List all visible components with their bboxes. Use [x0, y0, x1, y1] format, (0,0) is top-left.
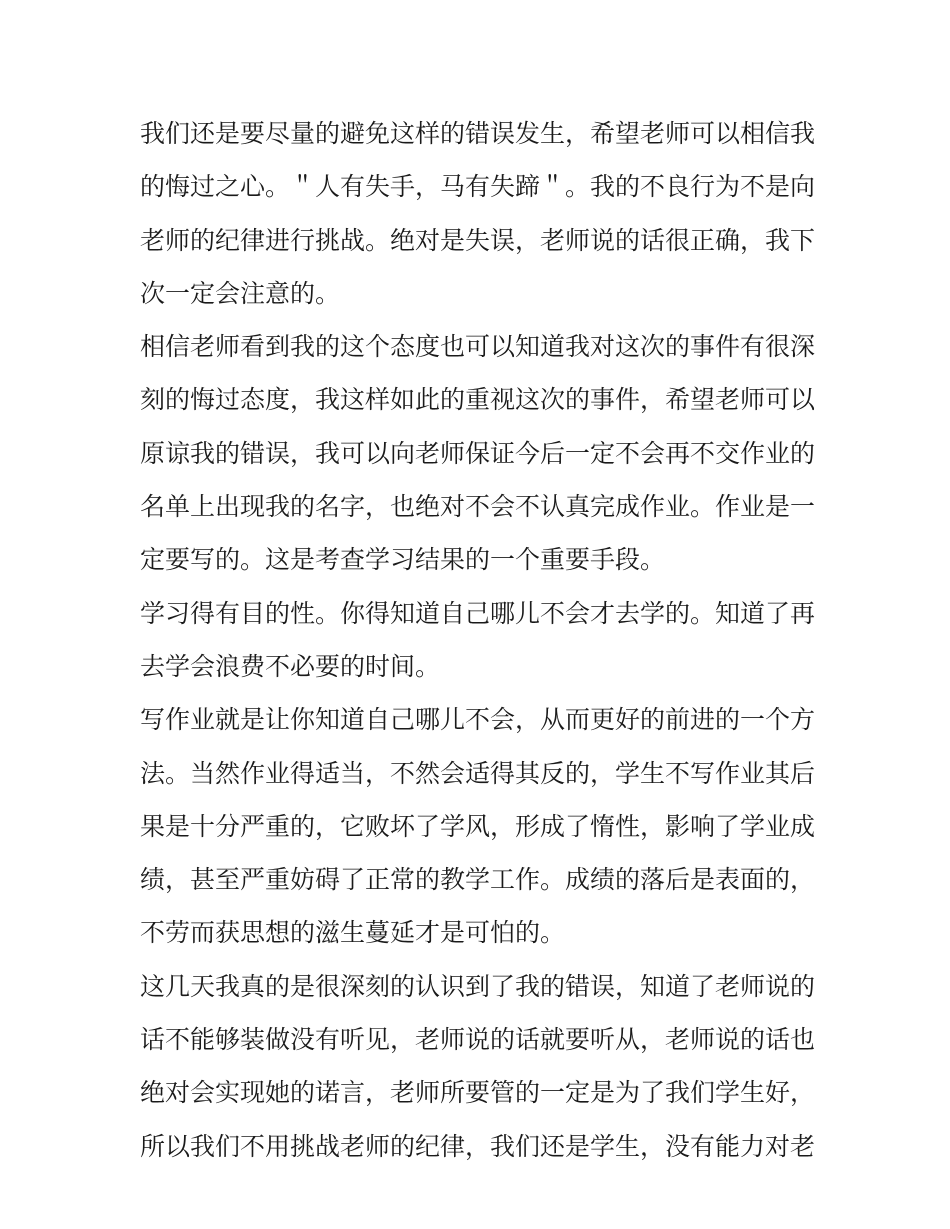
text-line: 我们还是要尽量的避免这样的错误发生，希望老师可以相信我 — [140, 119, 816, 148]
text-line: 名单上出现我的名字，也绝对不会不认真完成作业。作业是一 — [140, 492, 816, 522]
text-line: 学习得有目的性。你得知道自己哪儿不会才去学的。知道了再 — [140, 598, 816, 628]
text-line: 话不能够装做没有听见，老师说的话就要听从，老师说的话也 — [140, 1025, 816, 1055]
text-line: 定要写的。这是考查学习结果的一个重要手段。 — [140, 545, 666, 575]
text-line: 老师的纪律进行挑战。绝对是失误，老师说的话很正确，我下 — [140, 225, 816, 255]
text-line: 去学会浪费不必要的时间。 — [140, 651, 441, 681]
text-line: 写作业就是让你知道自己哪儿不会，从而更好的前进的一个方 — [140, 705, 816, 735]
document-body — [140, 107, 816, 1173]
text-line: 绝对会实现她的诺言，老师所要管的一定是为了我们学生好， — [140, 1078, 816, 1108]
text-line: 法。当然作业得适当，不然会适得其反的，学生不写作业其后 — [140, 758, 816, 788]
text-line: 不劳而获思想的滋生蔓延才是可怕的。 — [140, 918, 566, 948]
text-line: 这几天我真的是很深刻的认识到了我的错误，知道了老师说的 — [140, 971, 816, 1001]
text-line: 原谅我的错误，我可以向老师保证今后一定不会再不交作业的 — [140, 438, 816, 468]
text-line: 相信老师看到我的这个态度也可以知道我对这次的事件有很深 — [140, 332, 816, 362]
text-line: 绩，甚至严重妨碍了正常的教学工作。成绩的落后是表面的， — [140, 865, 816, 895]
text-line: 的悔过之心。＂人有失手，马有失蹄＂。我的不良行为不是向 — [140, 172, 816, 202]
text-line: 果是十分严重的，它败坏了学风，形成了惰性，影响了学业成 — [140, 811, 816, 841]
text-line: 所以我们不用挑战老师的纪律，我们还是学生，没有能力对老 — [140, 1131, 816, 1161]
text-line: 刻的悔过态度，我这样如此的重视这次的事件，希望老师可以 — [140, 385, 816, 415]
text-line: 次一定会注意的。 — [140, 278, 341, 308]
